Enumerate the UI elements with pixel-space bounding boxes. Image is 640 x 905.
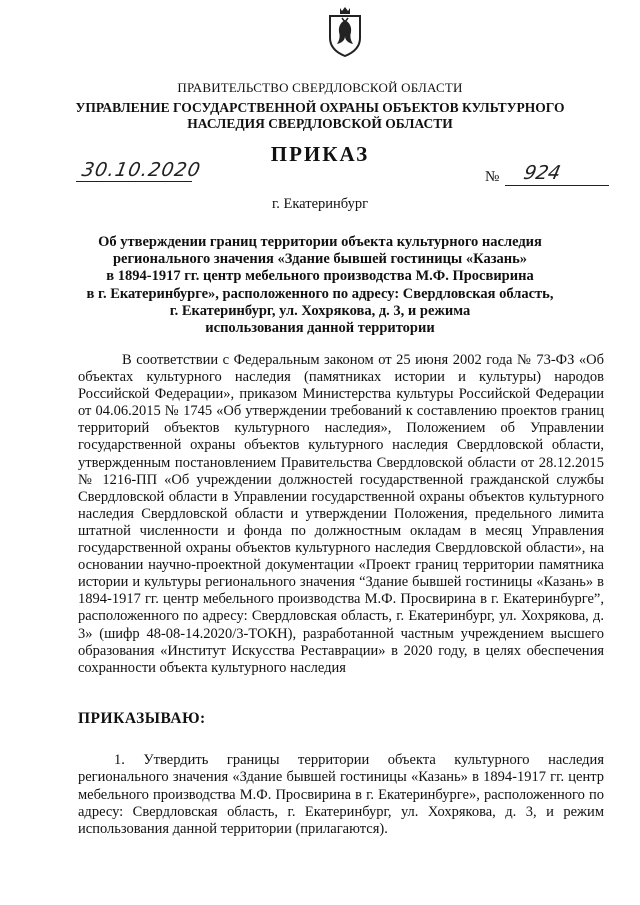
subject-line: в г. Екатеринбурге», расположенного по адресу: Свердловская область, bbox=[86, 285, 554, 302]
city: г. Екатеринбург bbox=[271, 196, 369, 212]
department-name: УПРАВЛЕНИЕ ГОСУДАРСТВЕННОЙ ОХРАНЫ ОБЪЕКТОВ КУЛЬТУРНОГО НАСЛЕДИЯ СВЕРДЛОВСКОЙ ОБЛАСТИ bbox=[75, 100, 565, 131]
order-word: ПРИКАЗЫВАЮ: bbox=[78, 710, 206, 727]
subject-line: в 1894-1917 гг. центр мебельного производства М.Ф. Просвирина bbox=[106, 268, 534, 285]
government-name: ПРАВИТЕЛЬСТВО СВЕРДЛОВСКОЙ ОБЛАСТИ bbox=[177, 80, 463, 95]
number-underline bbox=[505, 185, 609, 186]
number-label: № bbox=[485, 169, 500, 185]
handwritten-date: 30.10.2020 bbox=[80, 159, 203, 181]
date-underline bbox=[76, 181, 192, 182]
subject-line: г. Екатеринбург, ул. Хохрякова, д. 3, и режима bbox=[169, 302, 471, 319]
document-subject bbox=[78, 234, 562, 337]
handwritten-number: 924 bbox=[521, 162, 563, 184]
coat-of-arms-icon bbox=[327, 6, 363, 58]
document-type-title: ПРИКАЗ bbox=[270, 142, 370, 166]
order-item-1 bbox=[78, 752, 604, 838]
subject-line: использования данной территории bbox=[205, 320, 435, 337]
order-item-text: 1. Утвердить границы территории объекта культурного наследия регионального значения «Здание бывшей гостиницы «Казань» в 1894-1917 гг. центр мебельного производства М.Ф. Просвирина в г. Екатеринбурге», расположенного по адресу: Свердловская область, г. Екатеринбург, ул. Хохрякова, д. 3, и режим использования данной территории (прилагаются). bbox=[78, 752, 604, 838]
subject-line: регионального значения «Здание бывшей гостиницы «Казань» bbox=[112, 251, 528, 268]
subject-line: Об утверждении границ территории объекта культурного наследия bbox=[98, 234, 542, 250]
preamble-paragraph: В соответствии с Федеральным законом от 25 июня 2002 года № 73-ФЗ «Об объектах культурного наследия (памятниках истории и культуры) народов Российской Федерации», приказом Министерства культуры Российской Федерации от 04.06.2015 № 1745 «Об утверждении требований к составлению проектов границ территорий объектов культурного наследия», Положением об Управлении государственной охраны объектов культурного наследия Свердловской области, утвержденным постановлением Правительства Свердловской области от 28.12.2015 № 1216-ПП «Об учреждении должностей государственной гражданской службы Свердловской области в Управлении государственной охраны объектов культурного наследия Свердловской области и утверждении Положения, предельного лимита штатной численности и фонда по должностным окладам в месяц Управления государственной охраны объектов культурного наследия Свердловской области», на основании научно-проектной документации «Проект границ территории памятника истории и культуры регионального значения “Здание бывшей гостиницы «Казань» в 1894-1917 гг. центр мебельного производства М.Ф. Просвирина в г. Екатеринбурге”, расположенного по адресу: Свердловская область, г. Екатеринбург, ул. Хохрякова, д. 3» (шифр 48-08-14.2020/3-ТОКН), разработанной частным учреждением высшего образования «Институт Искусства Реставрации» в 2020 году, в целях обеспечения сохранности объекта культурного наследия bbox=[78, 352, 604, 676]
preamble-section bbox=[78, 352, 604, 677]
